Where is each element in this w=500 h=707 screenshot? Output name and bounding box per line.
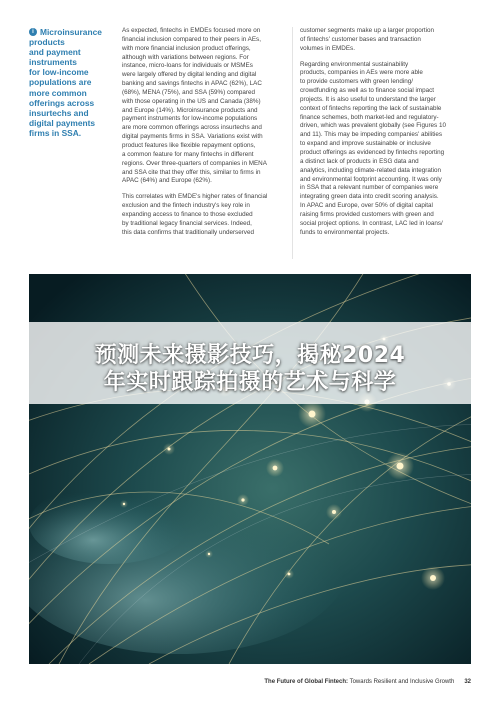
text-column-right — [300, 27, 472, 244]
page-footer — [264, 679, 471, 685]
footer-subtitle: Towards Resilient and Inclusive Growth — [349, 679, 455, 685]
paragraph: customer segments make up a larger proportion of fintechs' customer bases and transaction volumes in EMDEs. — [300, 27, 435, 52]
sidebar-callout — [29, 27, 109, 138]
callout-heading-line — [29, 27, 109, 37]
text-column-left — [122, 27, 294, 244]
footer-brand: The Future of Global Fintech: — [264, 679, 349, 685]
info-icon: i — [29, 28, 37, 36]
paragraph: This correlates with EMDE's higher rates of financial exclusion and the fintech industry's key role in expanding access to finance to those excluded by traditional legacy financial services. Indeed, this data confirms that traditionally underserved — [122, 193, 268, 236]
column-divider — [292, 27, 293, 259]
paragraph: As expected, fintechs in EMDEs focused more on financial inclusion compared to their peers in AEs, with more financial inclusion product offerings, although with variations between regions. For instance, micro-loans for individuals or MSMEs were largely offered by digital lending and digital banking and savings fintechs in APAC (62%), LAC (68%), MENA (75%), and SSA (59%) compared with those operating in the US and Canada (38%) and Europe (14%). Microinsurance products and payment instruments for low-income populations are more common offerings across insurtechs and digital payments firms in SSA. Variations exist with product features like flexible repayment options, a common feature for many fintechs in different regions. Over three-quarters of companies in MENA and SSA cite that they offer this, similar to firms in APAC (64%) and Europe (62%). — [122, 27, 267, 185]
overlay-title: 预测未来摄影技巧，揭秘2024 年实时跟踪拍摄的艺术与科学 — [94, 343, 406, 395]
page-number: 32 — [464, 679, 471, 685]
callout-first-line: Microinsurance — [40, 27, 102, 37]
callout-text: products and payment instruments for low-income populations are more common offerings across insurtechs and digital payments firms in SSA. — [29, 37, 96, 138]
paragraph: Regarding environmental sustainability products, companies in AEs were more able to provide customers with green lending/ crowdfunding as well as to finance social impact projects. It is also useful to understand the larger context of fintechs reporting the lack of sustainable finance schemes, both market-led and regulatory- driven, which was prevalent globally (see Figures 10 and 11). This may be impeding companies' abilities to expand and improve sustainable or inclusive product offerings as evidenced by fintechs reporting a distinct lack of products in ESG data and analytics, including climate-related data integration and environmental footprint accounting. It was only in SSA that a relevant number of companies were integrating green data into credit scoring analysis. In APAC and Europe, over 50% of digital capital raising firms provided customers with green and social project options. In contrast, LAC led in loans/ funds to environmental projects. — [300, 60, 446, 236]
